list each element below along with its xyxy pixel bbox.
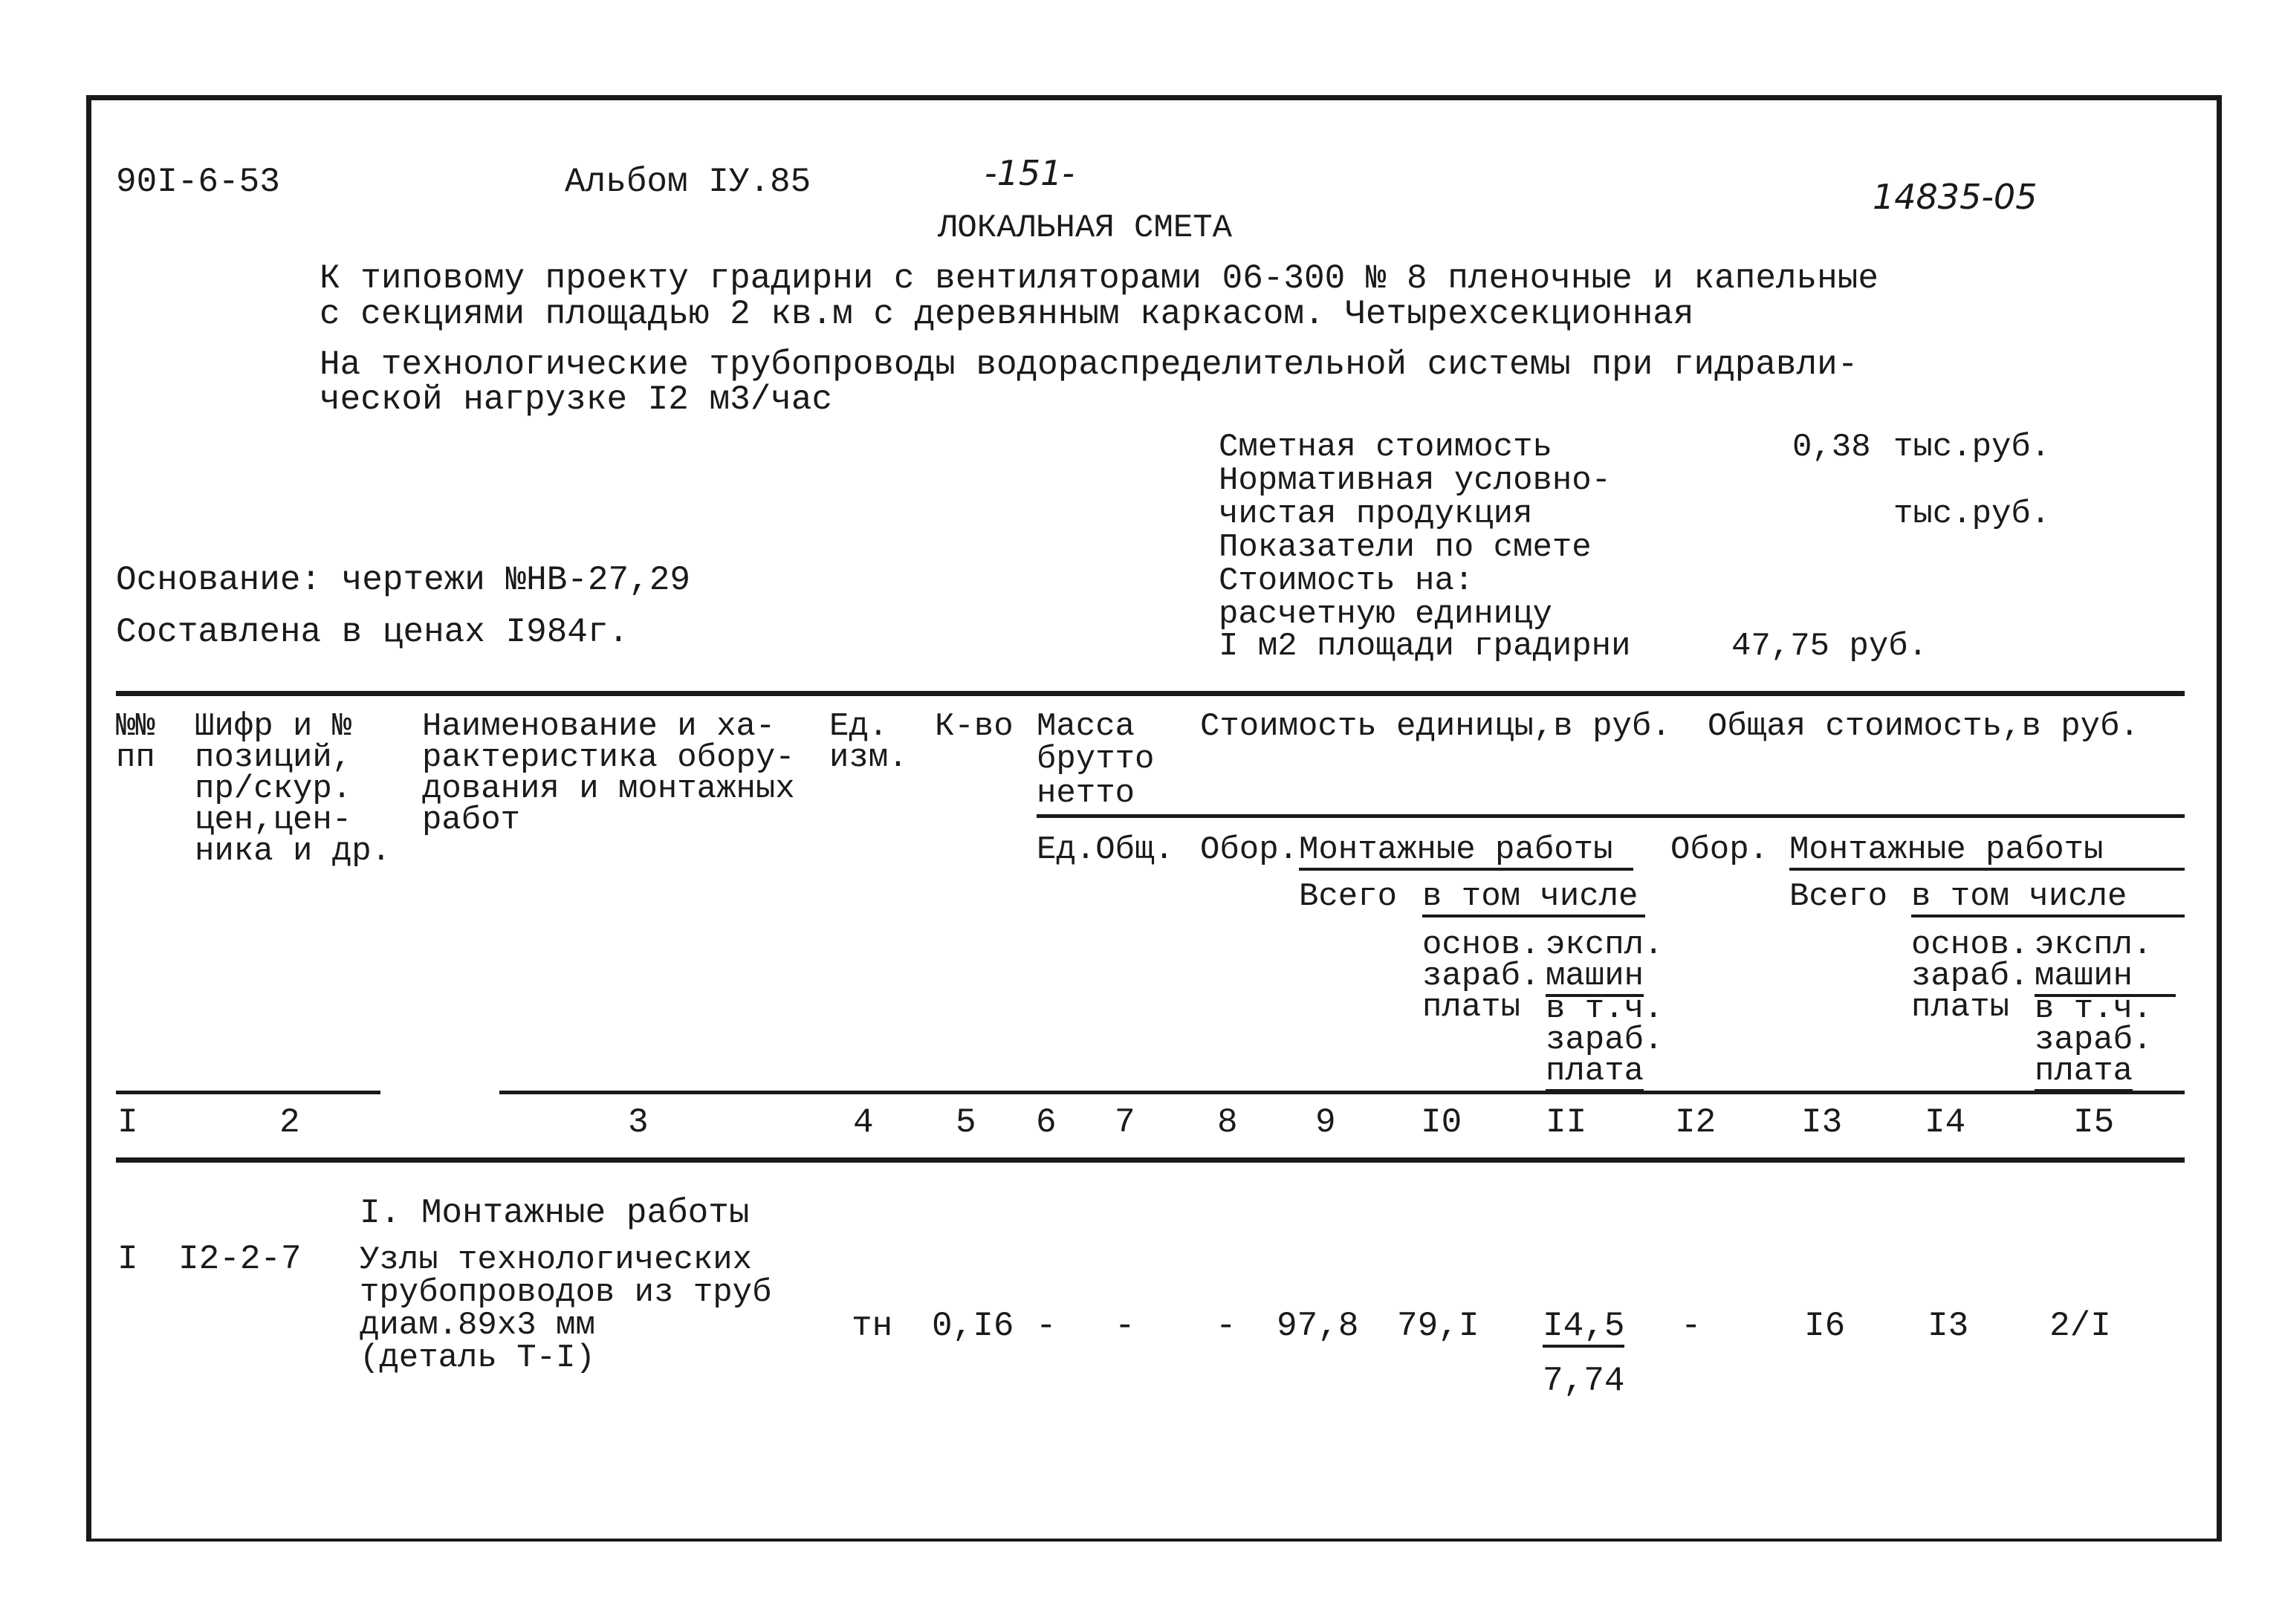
montage-hdr-total: Монтажные работы: [1789, 834, 2185, 871]
col3-hdr-1: Наименование и ха-: [422, 708, 776, 745]
normative-unit: тыс.руб.: [1893, 496, 2051, 533]
basis-text: Основание: чертежи №НВ-27,29: [116, 561, 690, 600]
osnov-t-2: зараб.: [1911, 958, 2029, 995]
montage-hdr-unit: Монтажные работы: [1299, 834, 1633, 871]
row-c9: 97,8: [1277, 1307, 1359, 1345]
col2-hdr-5: ника и др.: [195, 833, 392, 870]
vsego-hdr-total: Всего: [1789, 878, 1888, 915]
row-c14: I3: [1928, 1307, 1969, 1345]
vsego-hdr-unit: Всего: [1299, 878, 1398, 915]
row-c12: -: [1681, 1307, 1702, 1345]
ekspl-u-3: в т.ч.: [1546, 990, 1664, 1027]
header-rule-1: [1037, 814, 2185, 818]
colnum-3: 3: [628, 1103, 649, 1142]
album-label: Альбом IУ.85: [565, 163, 811, 201]
colnum-1: I: [117, 1103, 138, 1142]
col2-hdr-3: пр/скур.: [195, 770, 352, 808]
cost-per-label-2: расчетную единицу: [1219, 596, 1552, 633]
sheet-code: 14835-05: [1873, 177, 2038, 217]
row-name-1: Узлы технологических: [360, 1241, 753, 1279]
cost-label: Сметная стоимость: [1219, 429, 1552, 466]
header-bottom-rule-left: [116, 1091, 380, 1094]
cost-per-label-1: Стоимость на:: [1219, 562, 1474, 600]
colnum-4: 4: [853, 1103, 874, 1142]
prices-text: Составлена в ценах I984г.: [116, 613, 629, 652]
column-numbers-rule: [116, 1157, 2185, 1163]
col5-hdr: К-во: [935, 708, 1014, 745]
vtom-hdr-unit: в том числе: [1422, 880, 1645, 917]
row-c11b: 7,74: [1543, 1362, 1625, 1400]
ekspl-t-5: плата: [2035, 1055, 2133, 1092]
row-unit: тн: [852, 1307, 893, 1345]
osnov-t-3: платы: [1911, 989, 2010, 1026]
row-c8: -: [1216, 1307, 1236, 1345]
osnov-u-1: основ.: [1422, 926, 1540, 964]
osnov-t-1: основ.: [1911, 926, 2029, 964]
ekspl-t-1: экспл.: [2035, 926, 2153, 964]
cost-per-label-3: I м2 площади градирни: [1219, 628, 1631, 665]
unit-cost-hdr: Стоимость единицы,в руб.: [1200, 708, 1671, 745]
row-name-4: (деталь Т-I): [360, 1339, 595, 1377]
cost-unit: тыс.руб.: [1893, 429, 2051, 466]
colnum-6: 6: [1036, 1103, 1057, 1142]
row-code: I2-2-7: [178, 1240, 302, 1279]
mass-hdr-2: брутто: [1037, 741, 1155, 778]
obsh-label: Общ.: [1095, 831, 1174, 868]
page-number: -151-: [985, 153, 1074, 193]
col4-hdr-2: изм.: [829, 739, 908, 776]
row-num: I: [117, 1240, 138, 1279]
row-c13: I6: [1804, 1307, 1846, 1345]
ed-hdr: [1037, 831, 1174, 868]
colnum-15: I5: [2073, 1103, 2115, 1142]
subtitle-line-2: с секциями площадью 2 кв.м с деревянным каркасом. Четырехсекционная: [320, 295, 1694, 334]
colnum-13: I3: [1801, 1103, 1843, 1142]
purpose-line-1: На технологические трубопроводы водораспределительной системы при гидравли-: [320, 345, 1858, 384]
col3-hdr-2: рактеристика обору-: [422, 739, 795, 776]
obor-hdr-unit: Обор.: [1200, 831, 1299, 868]
row-name-3: диам.89х3 мм: [360, 1307, 595, 1344]
colnum-10: I0: [1421, 1103, 1462, 1142]
row-c7: -: [1115, 1307, 1135, 1345]
colnum-8: 8: [1217, 1103, 1238, 1142]
indicators-label: Показатели по смете: [1219, 529, 1592, 566]
vtom-hdr-total: в том числе: [1911, 880, 2185, 917]
row-c15: 2/I: [2049, 1307, 2111, 1345]
osnov-u-2: зараб.: [1422, 958, 1540, 995]
col2-hdr-4: цен,цен-: [195, 802, 352, 839]
col4-hdr-1: Ед.: [829, 708, 889, 745]
mass-hdr-3: нетто: [1037, 775, 1135, 812]
subtitle-line-1: К типовому проекту градирни с вентиляторами 06-300 № 8 пленочные и капельные: [320, 259, 1879, 298]
purpose-line-2: ческой нагрузке I2 м3/час: [320, 380, 833, 419]
col3-hdr-4: работ: [422, 802, 521, 839]
table-top-rule: [116, 691, 2185, 696]
ekspl-u-2: машин: [1546, 960, 1644, 997]
header-bottom-rule-right: [499, 1091, 2185, 1094]
colnum-7: 7: [1115, 1103, 1135, 1142]
row-name-2: трубопроводов из труб: [360, 1274, 772, 1311]
row-c11: I4,5: [1543, 1309, 1624, 1348]
colnum-9: 9: [1315, 1103, 1336, 1142]
normative-label-1: Нормативная условно-: [1219, 462, 1612, 499]
row-c10: 79,I: [1397, 1307, 1479, 1345]
doc-code: 90I-6-53: [116, 163, 280, 201]
total-cost-hdr: Общая стоимость,в руб.: [1708, 708, 2139, 745]
ekspl-t-2: машин: [2035, 960, 2176, 997]
ekspl-u-1: экспл.: [1546, 926, 1664, 964]
colnum-12: I2: [1675, 1103, 1717, 1142]
ekspl-u-4: зараб.: [1546, 1022, 1664, 1059]
ed-label: Ед.: [1037, 831, 1096, 868]
obor-hdr-total: Обор.: [1670, 831, 1769, 868]
normative-label-2: чистая продукция: [1219, 496, 1533, 533]
row-qty: 0,I6: [932, 1307, 1014, 1345]
ekspl-t-3: в т.ч.: [2035, 990, 2153, 1027]
section-title: I. Монтажные работы: [360, 1194, 750, 1232]
colnum-5: 5: [956, 1103, 976, 1142]
cost-value: 0,38: [1792, 429, 1871, 466]
colnum-11: II: [1546, 1103, 1587, 1142]
cost-per-value: 47,75 руб.: [1731, 628, 1928, 665]
col1-hdr-2: пп: [116, 739, 155, 776]
col3-hdr-3: дования и монтажных: [422, 770, 795, 808]
colnum-14: I4: [1925, 1103, 1966, 1142]
osnov-u-3: платы: [1422, 989, 1521, 1026]
page-title: ЛОКАЛЬНАЯ СМЕТА: [938, 210, 1233, 247]
colnum-2: 2: [279, 1103, 300, 1142]
mass-hdr-1: Масса: [1037, 708, 1135, 745]
ekspl-u-5: плата: [1546, 1055, 1644, 1092]
col1-hdr-1: №№: [116, 708, 155, 745]
row-c6: -: [1036, 1307, 1057, 1345]
ekspl-t-4: зараб.: [2035, 1022, 2153, 1059]
col2-hdr-1: Шифр и №: [195, 708, 352, 745]
col2-hdr-2: позиций,: [195, 739, 352, 776]
